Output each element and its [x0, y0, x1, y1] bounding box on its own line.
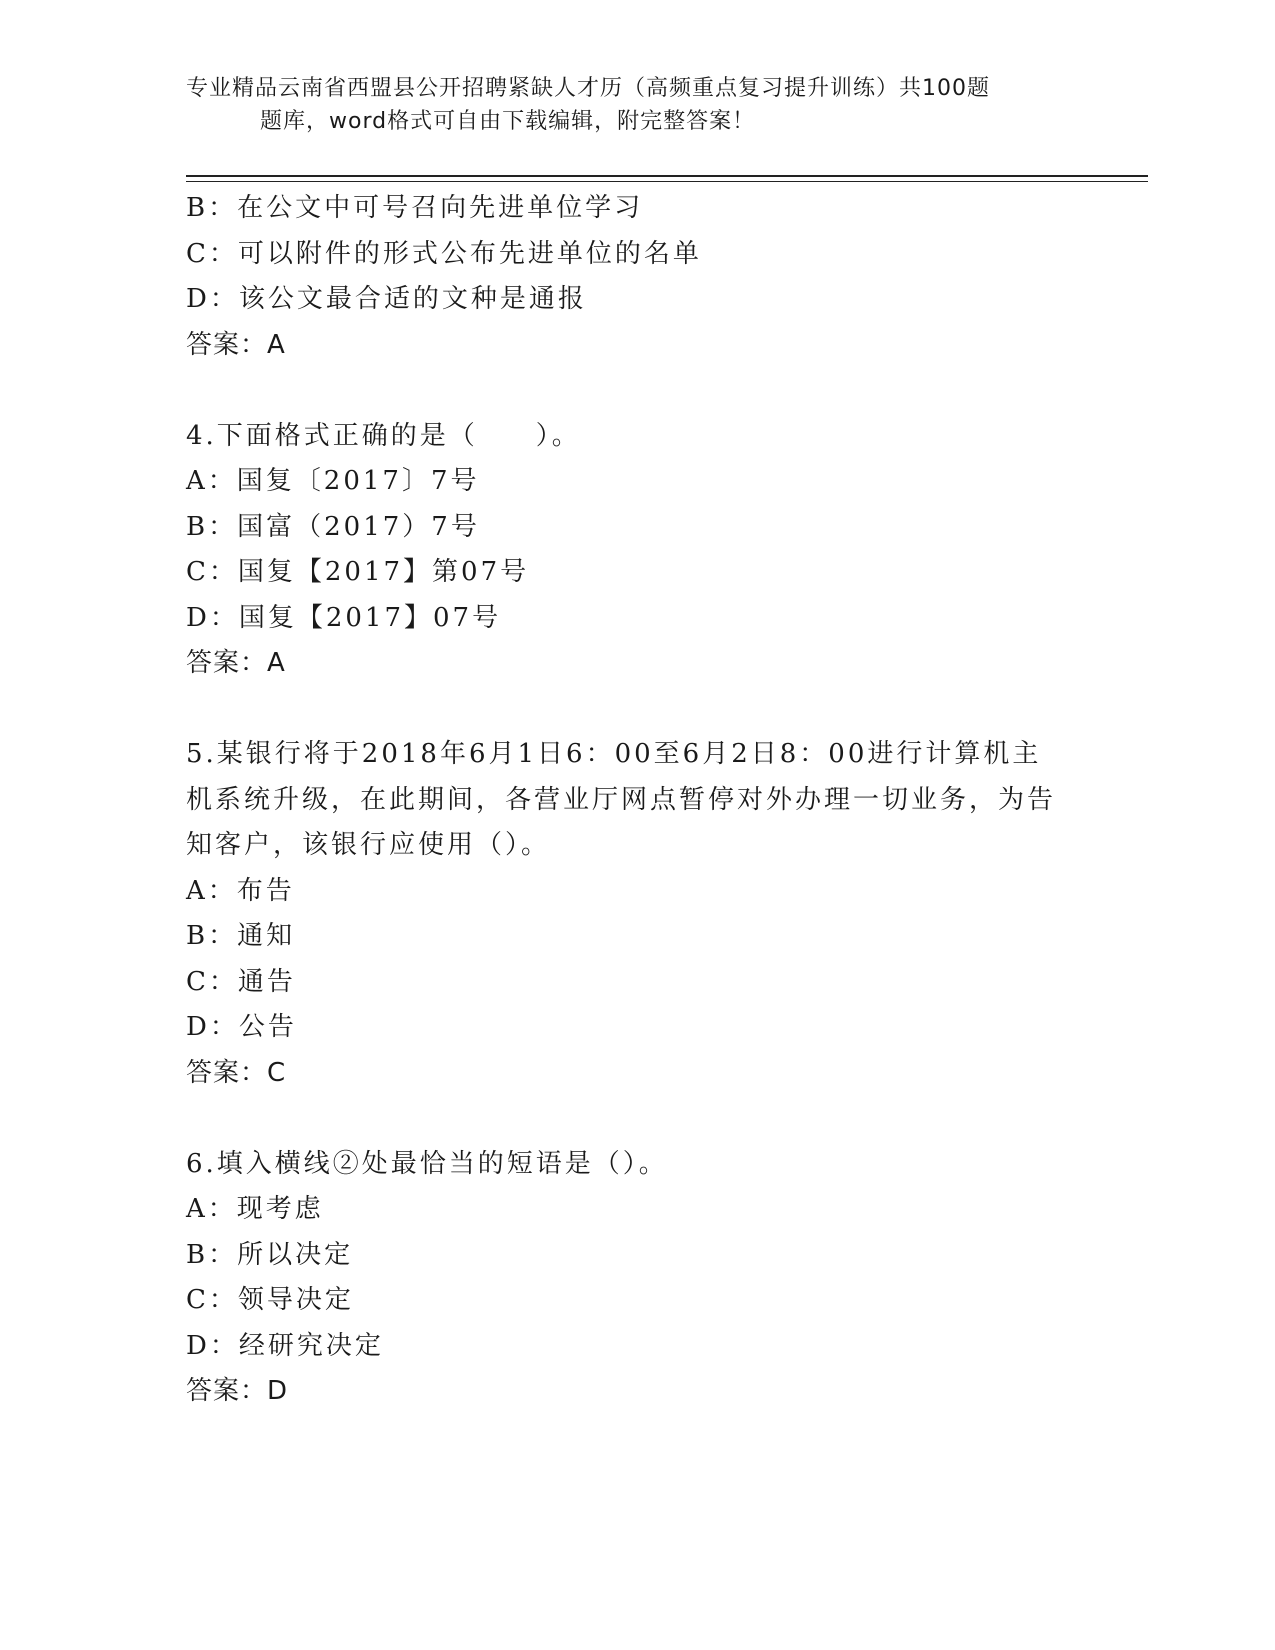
question-block-prev [186, 186, 1086, 368]
answer-line: 答案：A [186, 648, 286, 678]
option-b: B：国富（2017）7号 [186, 511, 480, 542]
question-text: 6.填入横线②处最恰当的短语是（）。 [186, 1148, 668, 1179]
header-title-line-2: 题库，word格式可自由下载编辑，附完整答案！ [260, 109, 756, 134]
option-b: B：所以决定 [186, 1239, 354, 1270]
header-rule-thick [186, 175, 1148, 177]
option-c: C：国复【2017】第07号 [186, 557, 530, 587]
option-a: A：国复〔2017〕7号 [186, 466, 480, 496]
question-block-4 [186, 414, 1086, 687]
option-c: C：可以附件的形式公布先进单位的名单 [186, 238, 702, 269]
spacer [186, 368, 1086, 414]
header-rule-thin [186, 181, 1148, 182]
answer-line: 答案：C [186, 1057, 287, 1088]
question-block-6 [186, 1142, 1086, 1415]
option-c: C：通告 [186, 966, 296, 997]
option-a: A：现考虑 [186, 1194, 324, 1224]
option-d: D：公告 [186, 1012, 297, 1042]
spacer [186, 1096, 1086, 1142]
option-a: A：布告 [186, 875, 295, 906]
document-header [186, 72, 1066, 138]
document-body [186, 186, 1086, 1415]
question-text: 4.下面格式正确的是（ ）。 [186, 420, 581, 451]
answer-line: 答案：D [186, 1376, 289, 1406]
question-text-line-3: 知客户，该银行应使用（）。 [186, 830, 551, 860]
option-d: D：国复【2017】07号 [186, 602, 502, 633]
question-text-line-2: 机系统升级，在此期间，各营业厅网点暂停对外办理一切业务，为告 [186, 784, 1057, 815]
question-block-5 [186, 732, 1086, 1096]
option-d: D：该公文最合适的文种是通报 [186, 284, 587, 314]
spacer [186, 687, 1086, 733]
option-c: C：领导决定 [186, 1285, 354, 1315]
question-text-line-1: 5.某银行将于2018年6月1日6：00至6月2日8：00进行计算机主 [186, 739, 1042, 769]
option-b: B：在公文中可号召向先进单位学习 [186, 193, 644, 223]
answer-line: 答案：A [186, 329, 286, 360]
option-b: B：通知 [186, 921, 296, 951]
option-d: D：经研究决定 [186, 1330, 384, 1361]
header-title-line-1: 专业精品云南省西盟县公开招聘紧缺人才历（高频重点复习提升训练）共100题 [186, 76, 990, 101]
